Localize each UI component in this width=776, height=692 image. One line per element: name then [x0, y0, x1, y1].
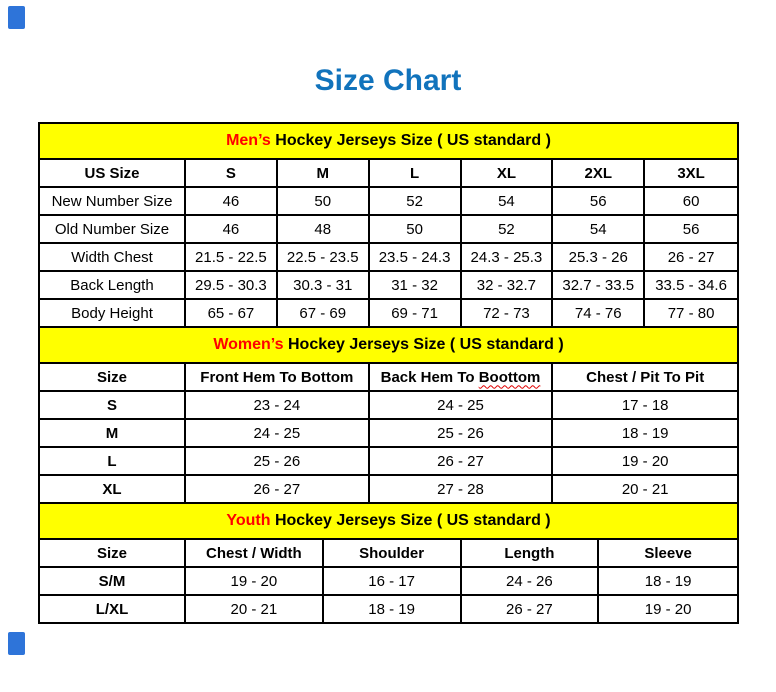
table-cell: 25 - 26 — [186, 448, 370, 474]
row-label: L/XL — [40, 596, 186, 622]
page-title: Size Chart — [314, 64, 462, 97]
table-row — [40, 272, 737, 300]
table-cell: 52 — [462, 216, 554, 242]
row-label: Back Length — [40, 272, 186, 298]
row-label: S/M — [40, 568, 186, 594]
womens-section-highlight: Women’s — [213, 336, 284, 353]
blue-placeholder-icon — [8, 6, 25, 29]
row-label: XL — [40, 476, 186, 502]
womens-section-title: Hockey Jerseys Size ( US standard ) — [283, 336, 564, 353]
table-cell: 19 - 20 — [186, 568, 324, 594]
table-row — [40, 476, 737, 504]
table-cell: 22.5 - 23.5 — [278, 244, 370, 270]
table-cell: 52 — [370, 188, 462, 214]
table-cell: 26 - 27 — [462, 596, 600, 622]
column-header: 2XL — [553, 160, 645, 186]
table-row — [40, 392, 737, 420]
table-cell: 24 - 26 — [462, 568, 600, 594]
column-header: Size — [40, 540, 186, 566]
column-header-text: Back Hem To — [380, 368, 479, 386]
table-cell: 26 - 27 — [186, 476, 370, 502]
table-row — [40, 420, 737, 448]
mens-header-row — [40, 160, 737, 188]
column-header: Front Hem To Bottom — [186, 364, 370, 390]
table-row — [40, 244, 737, 272]
table-row — [40, 568, 737, 596]
column-header: M — [278, 160, 370, 186]
mens-section-highlight: Men’s — [226, 132, 271, 149]
table-cell: 16 - 17 — [324, 568, 462, 594]
table-cell: 26 - 27 — [370, 448, 554, 474]
table-cell: 27 - 28 — [370, 476, 554, 502]
table-cell: 48 — [278, 216, 370, 242]
table-cell: 18 - 19 — [324, 596, 462, 622]
table-cell: 33.5 - 34.6 — [655, 276, 727, 294]
table-cell: 67 - 69 — [278, 300, 370, 326]
column-header: Shoulder — [324, 540, 462, 566]
table-cell: 21.5 - 22.5 — [186, 244, 278, 270]
blue-placeholder-icon — [8, 632, 25, 655]
table-cell: 31 - 32 — [370, 272, 462, 298]
table-cell: 23 - 24 — [186, 392, 370, 418]
column-header-misspelled — [370, 364, 554, 390]
mens-section-header — [40, 124, 737, 160]
row-label: Old Number Size — [40, 216, 186, 242]
table-cell: 56 — [553, 188, 645, 214]
table-cell: 23.5 - 24.3 — [370, 244, 462, 270]
column-header: XL — [462, 160, 554, 186]
youth-header-row — [40, 540, 737, 568]
misspelled-word: Boottom — [478, 368, 541, 386]
table-cell: 20 - 21 — [621, 480, 669, 498]
table-cell: 60 — [682, 192, 700, 210]
table-cell: 32 - 32.7 — [462, 272, 554, 298]
table-cell: 24 - 25 — [370, 392, 554, 418]
table-cell: 29.5 - 30.3 — [186, 272, 278, 298]
table-cell: 25 - 26 — [370, 420, 554, 446]
womens-header-row — [40, 364, 737, 392]
table-row — [40, 300, 737, 328]
row-label: L — [40, 448, 186, 474]
table-cell: 18 - 19 — [644, 572, 692, 590]
column-header: Sleeve — [644, 544, 692, 562]
table-cell: 24.3 - 25.3 — [462, 244, 554, 270]
table-cell: 24 - 25 — [186, 420, 370, 446]
youth-section-header — [40, 504, 737, 540]
table-cell: 19 - 20 — [621, 452, 669, 470]
table-cell: 69 - 71 — [370, 300, 462, 326]
youth-section-title: Hockey Jerseys Size ( US standard ) — [270, 512, 551, 529]
column-header: Chest / Pit To Pit — [586, 368, 705, 386]
table-cell: 32.7 - 33.5 — [553, 272, 645, 298]
table-cell: 46 — [186, 216, 278, 242]
column-header: L — [370, 160, 462, 186]
row-label: M — [40, 420, 186, 446]
table-row — [40, 596, 737, 622]
table-cell: 26 - 27 — [667, 248, 715, 266]
table-row — [40, 188, 737, 216]
table-cell: 65 - 67 — [186, 300, 278, 326]
column-header: Length — [462, 540, 600, 566]
size-chart-sheet — [38, 122, 739, 624]
column-header: S — [186, 160, 278, 186]
row-label: New Number Size — [40, 188, 186, 214]
table-cell: 77 - 80 — [667, 304, 715, 322]
table-cell: 54 — [462, 188, 554, 214]
table-cell: 20 - 21 — [186, 596, 324, 622]
table-cell: 54 — [553, 216, 645, 242]
row-label: S — [40, 392, 186, 418]
table-cell: 17 - 18 — [621, 396, 669, 414]
column-header: Size — [40, 364, 186, 390]
youth-section-highlight: Youth — [226, 512, 271, 529]
row-label: Body Height — [40, 300, 186, 326]
table-cell: 74 - 76 — [553, 300, 645, 326]
table-cell: 72 - 73 — [462, 300, 554, 326]
table-cell: 25.3 - 26 — [553, 244, 645, 270]
column-header: 3XL — [677, 164, 705, 182]
table-cell: 19 - 20 — [644, 600, 692, 618]
table-cell: 30.3 - 31 — [278, 272, 370, 298]
mens-section-title: Hockey Jerseys Size ( US standard ) — [270, 132, 551, 149]
row-label: Width Chest — [40, 244, 186, 270]
table-cell: 50 — [370, 216, 462, 242]
table-cell: 46 — [186, 188, 278, 214]
column-header: US Size — [40, 160, 186, 186]
womens-section-header — [40, 328, 737, 364]
column-header: Chest / Width — [186, 540, 324, 566]
table-cell: 56 — [682, 220, 700, 238]
table-cell: 18 - 19 — [621, 424, 669, 442]
table-row — [40, 448, 737, 476]
table-row — [40, 216, 737, 244]
table-cell: 50 — [278, 188, 370, 214]
